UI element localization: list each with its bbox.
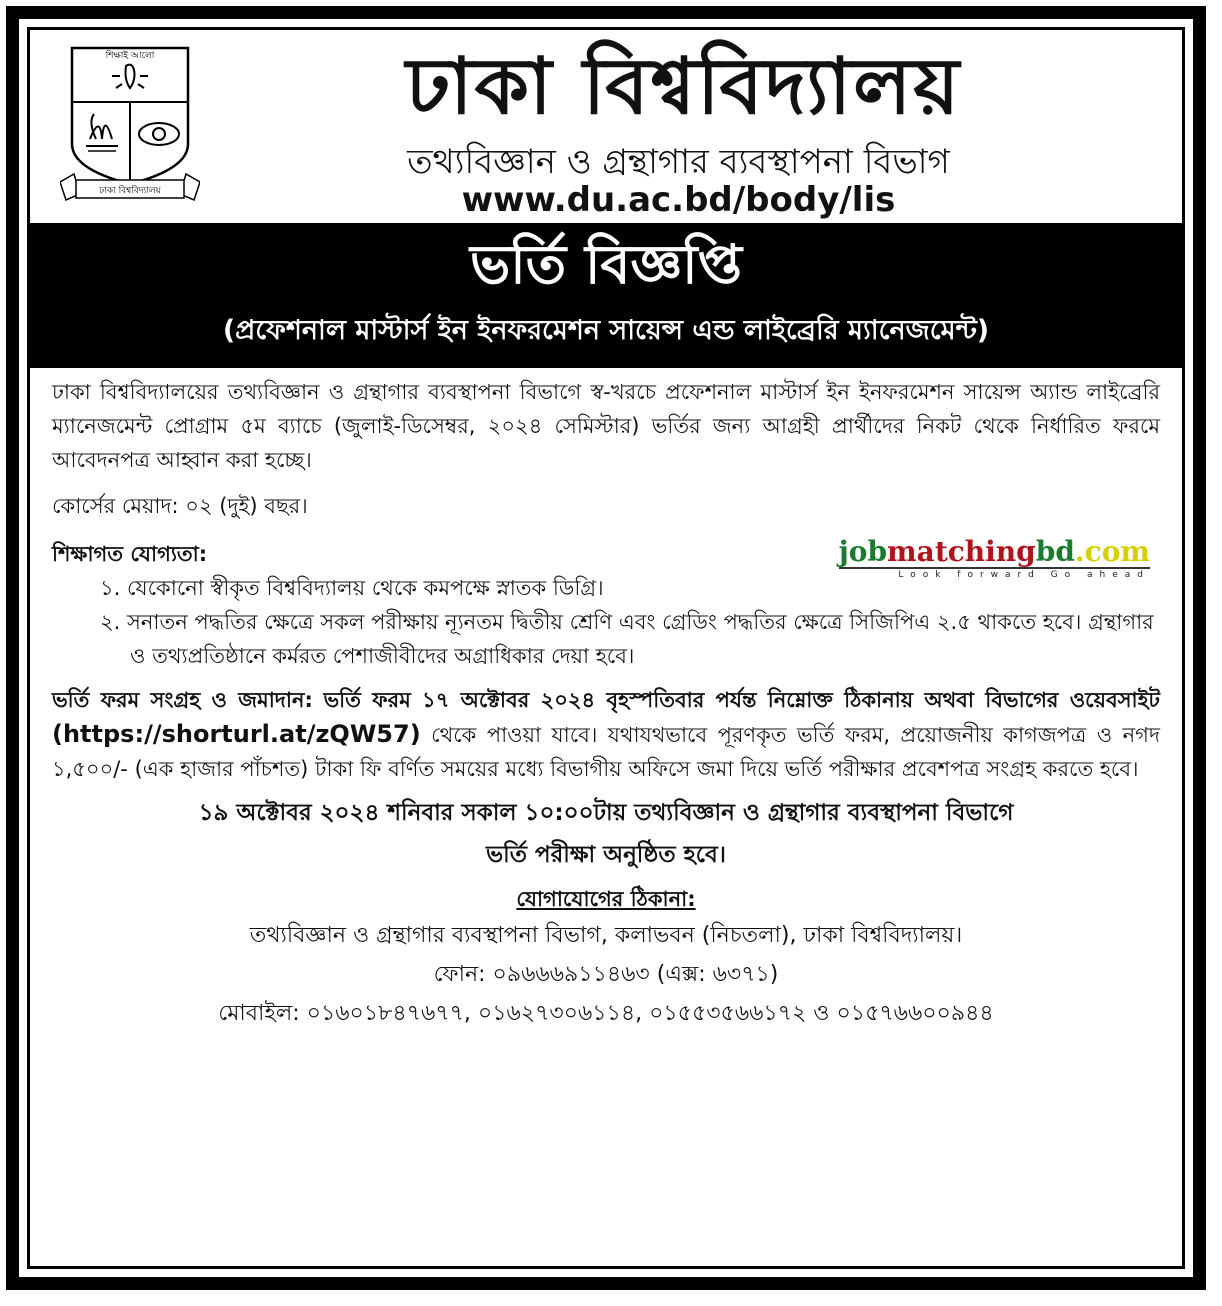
form-download-link[interactable]: (https://shorturl.at/zQW57) — [52, 720, 421, 748]
department-name: তথ্যবিজ্ঞান ও গ্রন্থাগার ব্যবস্থাপনা বিভাগ — [407, 142, 950, 182]
contact-heading: যোগাযোগের ঠিকানা: — [516, 887, 696, 911]
watermark-text: jobmatchingbd.com — [838, 535, 1150, 568]
website-link[interactable]: www.du.ac.bd/body/lis — [461, 180, 896, 220]
exam-line-2: ভর্তি পরীক্ষা অনুষ্ঠিত হবে। — [486, 842, 726, 868]
form-deadline-text: ভর্তি ফরম ১৭ অক্টোবর ২০২৪ বৃহস্পতিবার পর্যন্ত নিম্নোক্ত ঠিকানায় অথবা বিভাগের ওয়েবসাইট — [323, 688, 1160, 712]
notice-frame — [6, 6, 1206, 1290]
notice-body — [52, 375, 1160, 1034]
exam-notice — [52, 792, 1160, 876]
svg-text:শিক্ষাই আলো: শিক্ষাই আলো — [105, 51, 155, 61]
form-paragraph — [52, 683, 1160, 786]
contact-mobile: মোবাইল: ০১৬০১৮৪৭৬৭৭, ০১৬২৭৩০৬১১৪, ০১৫৫৩৫৬৬১৭২ ও ০১৫৭৬৬০০৯৪৪ — [218, 1001, 994, 1026]
watermark-tagline: Look forward Go ahead — [898, 570, 1150, 580]
exam-line-1: ১৯ অক্টোবর ২০২৪ শনিবার সকাল ১০:০০টায় তথ্যবিজ্ঞান ও গ্রন্থাগার ব্যবস্থাপনা বিভাগে — [198, 800, 1014, 826]
university-logo-icon — [60, 44, 200, 204]
notice-header — [30, 30, 1182, 220]
course-duration: কোর্সের মেয়াদ: ০২ (দুই) বছর। — [52, 494, 308, 518]
notice-title-band — [30, 223, 1182, 368]
form-heading: ভর্তি ফরম সংগ্রহ ও জমাদান: — [52, 688, 313, 712]
university-name: ঢাকা বিশ্ববিদ্যালয় — [405, 42, 962, 132]
qualification-heading: শিক্ষাগত যোগ্যতা: — [52, 542, 208, 566]
qualification-item: ২. সনাতন পদ্ধতির ক্ষেত্রে সকল পরীক্ষায় ন্যূনতম দ্বিতীয় শ্রেণি এবং গ্রেডিং পদ্ধতির ক্ষেত্রে সিজিপিএ ২.৫ থাকতে হবে। গ্রন্থাগার ও তথ্যপ্রতিষ্ঠানে কর্মরত পেশাজীবীদের অগ্রাধিকার দেয়া হবে। — [100, 610, 1154, 668]
program-name: (প্রফেশনাল মাস্টার্স ইন ইনফরমেশন সায়েন্স এন্ড লাইব্রেরি ম্যানেজমেন্ট) — [222, 315, 990, 346]
contact-address: তথ্যবিজ্ঞান ও গ্রন্থাগার ব্যবস্থাপনা বিভাগ, কলাভবন (নিচতলা), ঢাকা বিশ্ববিদ্যালয়। — [249, 923, 963, 948]
contact-phone: ফোন: ০৯৬৬৬৯১১৪৬৩ (এক্স: ৬৩৭১) — [433, 962, 779, 987]
form-instructions-text: থেকে পাওয়া যাবে। যথাযথভাবে পূরণকৃত ভর্তি ফরম, প্রয়োজনীয় কাগজপত্র ও নগদ ১,৫০০/- (এক হাজার পাঁচশত) টাকা ফি বর্ণিত সময়ের মধ্যে বিভাগীয় অফিসে জমা দিয়ে ভর্তি পরীক্ষার প্রবেশপত্র সংগ্রহ করতে হবে। — [52, 723, 1160, 781]
qualification-item: ১. যেকোনো স্বীকৃত বিশ্ববিদ্যালয় থেকে কমপক্ষে স্নাতক ডিগ্রি। — [100, 576, 604, 600]
intro-paragraph: ঢাকা বিশ্ববিদ্যালয়ের তথ্যবিজ্ঞান ও গ্রন্থাগার ব্যবস্থাপনা বিভাগে স্ব-খরচে প্রফেশনাল মাস্টার্স ইন ইনফরমেশন সায়েন্স অ্যান্ড লাইব্রেরি ম্যানেজমেন্ট প্রোগ্রাম ৫ম ব্যাচে (জুলাই-ডিসেম্বর, ২০২৪ সেমিস্টার) ভর্তির জন্য আগ্রহী প্রার্থীদের নিকট থেকে নির্ধারিত ফরমে আবেদনপত্র আহ্বান করা হচ্ছে। — [52, 380, 1160, 472]
svg-text:ঢাকা বিশ্ববিদ্যালয়: ঢাকা বিশ্ববিদ্যালয় — [99, 186, 161, 196]
notice-title: ভর্তি বিজ্ঞপ্তি — [469, 233, 743, 296]
qualification-list — [100, 571, 1160, 673]
notice-inner-frame — [27, 27, 1185, 1269]
